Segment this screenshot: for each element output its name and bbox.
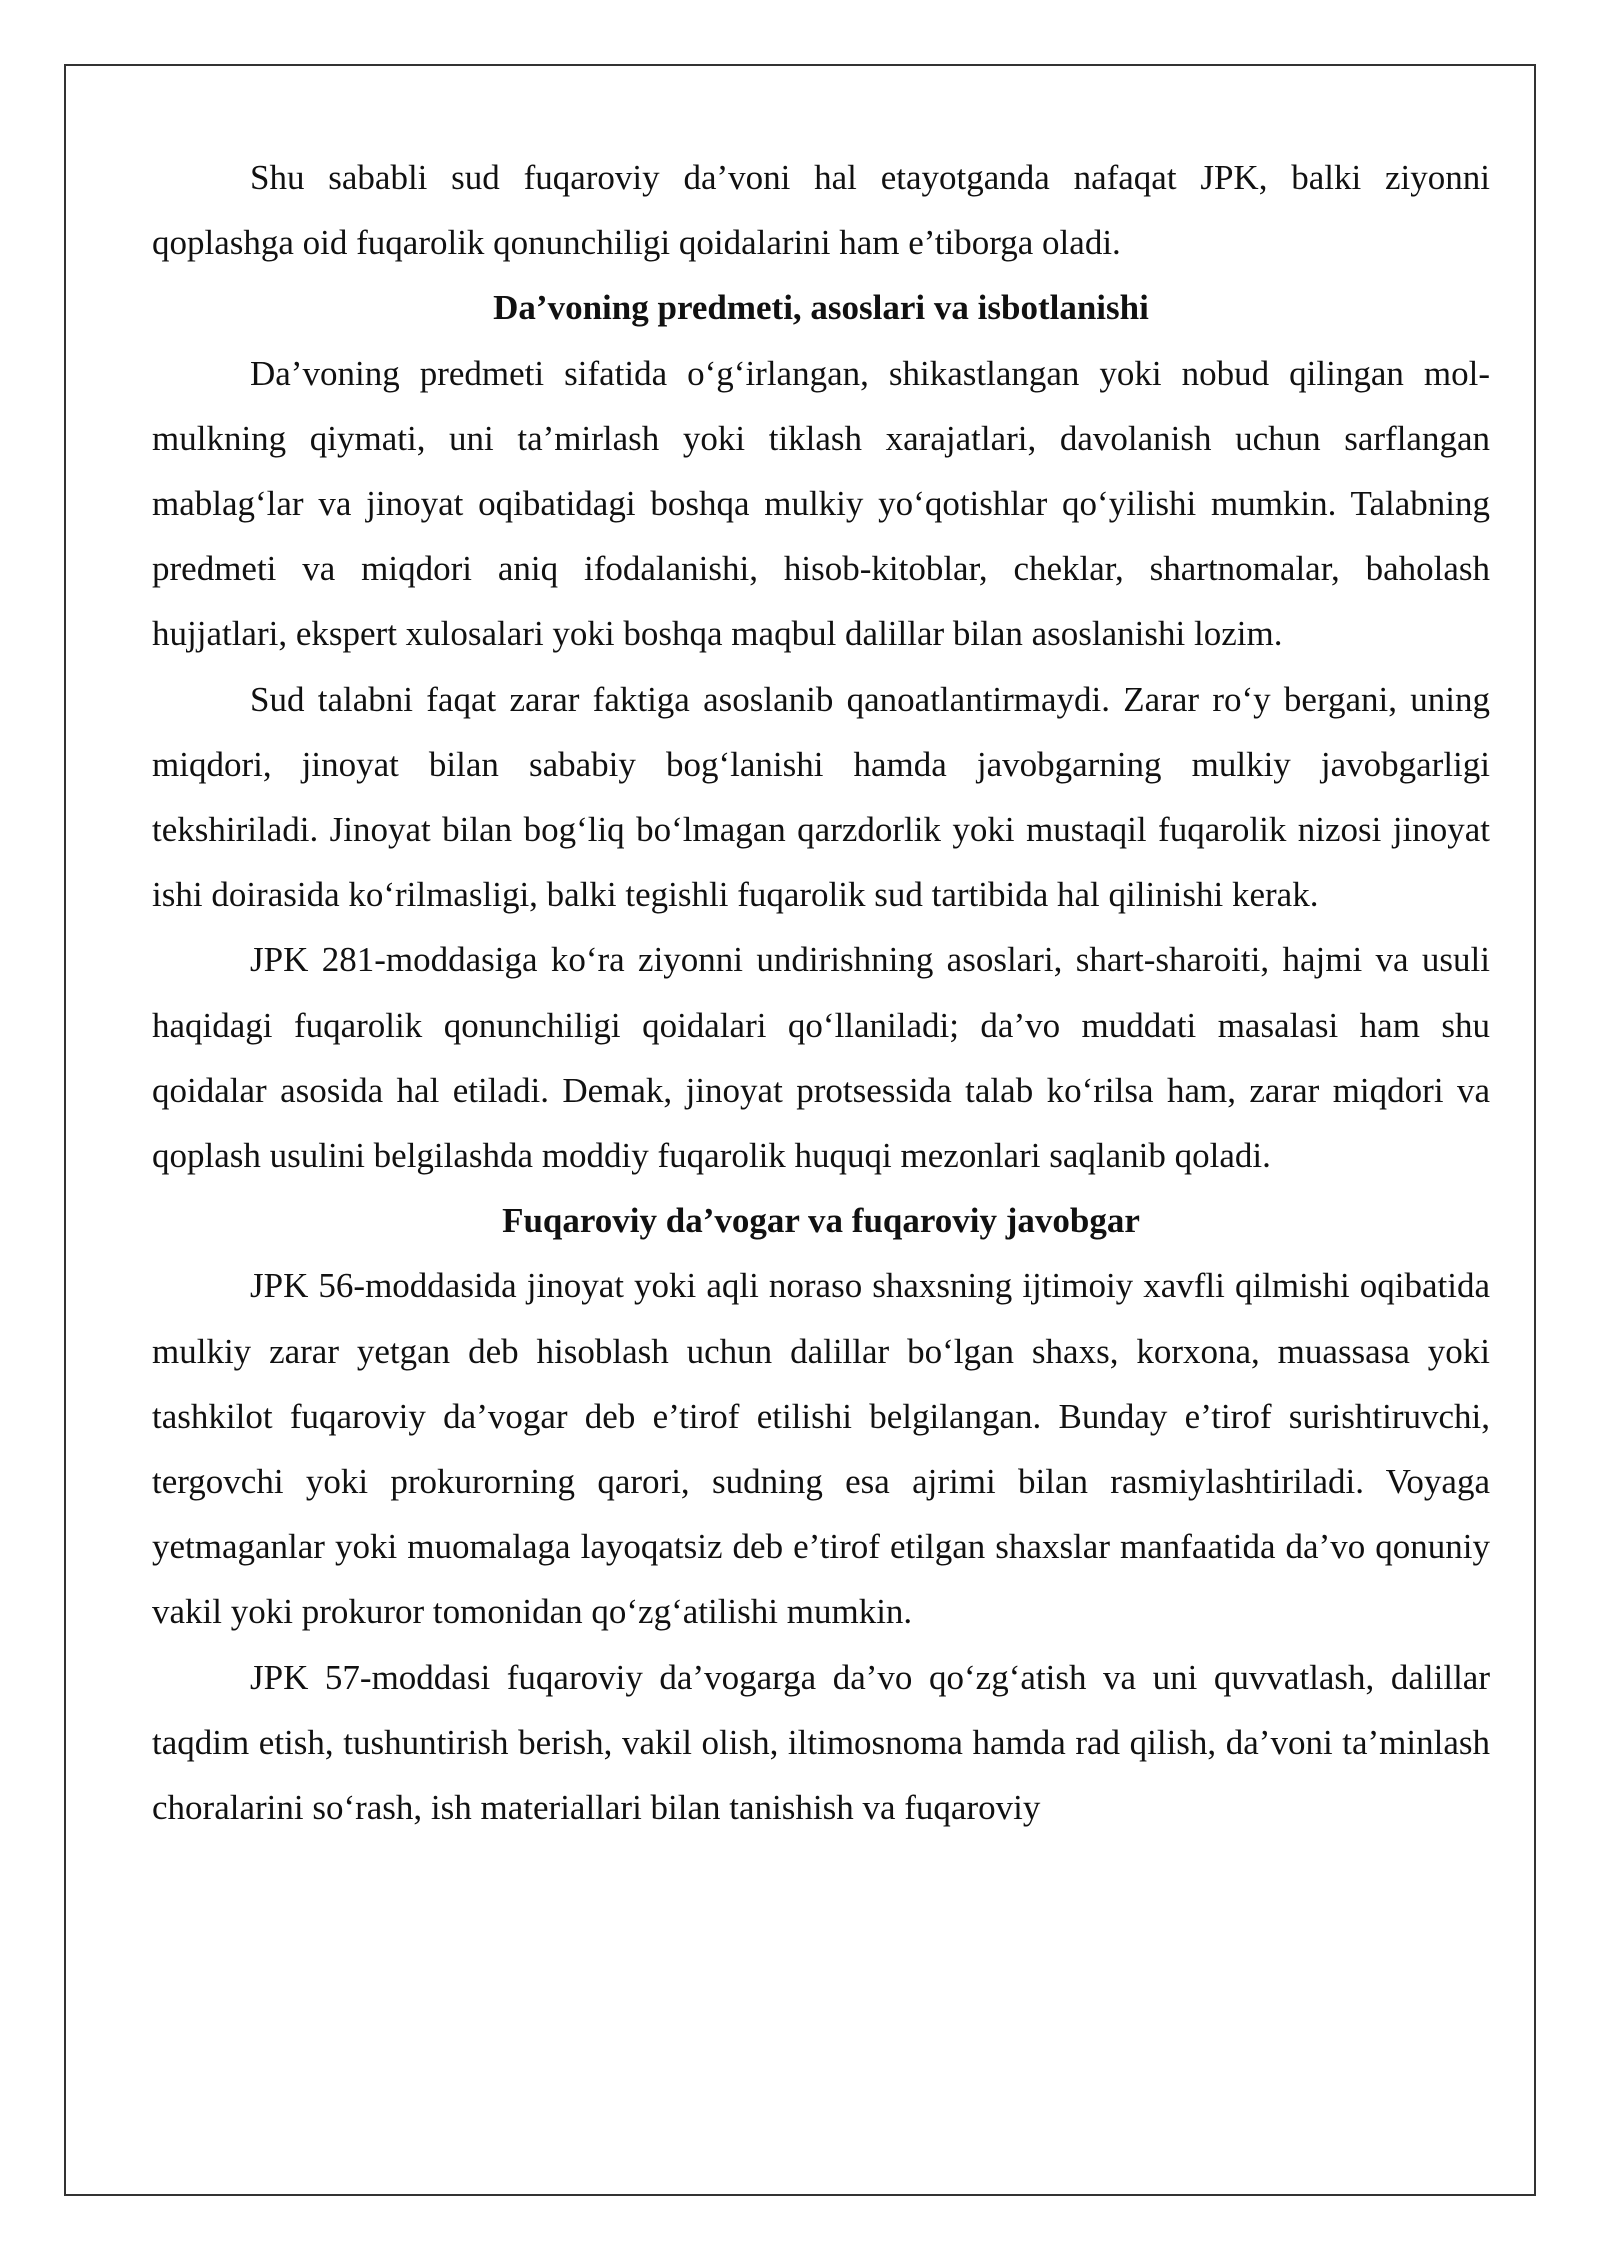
paragraph: JPK 56-moddasida jinoyat yoki aqli noraso shaxsning ijtimoiy xavfli qilmishi oqibatida mulkiy zarar yetgan deb hisoblash uchun dalillar bo‘lgan shaxs, korxona, muassasa yoki tashkilot fuqaroviy da’vogar deb e’tirof etilishi belgilangan. Bunday e’tirof surishtiruvchi, tergovchi yoki prokurorning qarori, sudning esa ajrimi bilan rasmiylashtiriladi. Voyaga yetmaganlar yoki muomalaga layoqatsiz deb e’tirof etilgan shaxslar manfaatida da’vo qonuniy vakil yoki prokuror tomonidan qo‘zg‘atilishi mumkin. bbox=[152, 1266, 1490, 1632]
paragraph: Shu sababli sud fuqaroviy da’voni hal etayotganda nafaqat JPK, balki ziyonni qoplashga oid fuqarolik qonunchiligi qoidalarini ham e’tiborga oladi. bbox=[152, 158, 1490, 263]
paragraph: JPK 281-moddasiga ko‘ra ziyonni undirishning asoslari, shart-sharoiti, hajmi va usuli haqidagi fuqarolik qonunchiligi qoidalari qo‘llaniladi; da’vo muddati masalasi ham shu qoidalar asosida hal etiladi. Demak, jinoyat protsessida talab ko‘rilsa ham, zarar miqdori va qoplash usulini belgilashda moddiy fuqarolik huquqi mezonlari saqlanib qoladi. bbox=[152, 940, 1490, 1176]
paragraph: Sud talabni faqat zarar faktiga asoslanib qanoatlantirmaydi. Zarar ro‘y bergani, uning miqdori, jinoyat bilan sababiy bog‘lanishi hamda javobgarning mulkiy javobgarligi tekshiriladi. Jinoyat bilan bog‘liq bo‘lmagan qarzdorlik yoki mustaqil fuqarolik nizosi jinoyat ishi doirasida ko‘rilmasligi, balki tegishli fuqarolik sud tartibida hal qilinishi kerak. bbox=[152, 679, 1490, 915]
paragraph: JPK 57-moddasi fuqaroviy da’vogarga da’vo qo‘zg‘atish va uni quvvatlash, dalillar taqdim etish, tushuntirish berish, vakil olish, iltimosnoma hamda rad qilish, da’voni ta’minlash choralarini so‘rash, ish materiallari bilan tanishish va fuqaroviy bbox=[152, 1657, 1490, 1828]
paragraph: Da’voning predmeti sifatida o‘g‘irlangan, shikastlangan yoki nobud qilingan mol-mulkning qiymati, uni ta’mirlash yoki tiklash xarajatlari, davolanish uchun sarflangan mablag‘lar va jinoyat oqibatidagi boshqa mulkiy yo‘qotishlar qo‘yilishi mumkin. Talabning predmeti va miqdori aniq ifodalanishi, hisob-kitoblar, cheklar, shartnomalar, baholash hujjatlari, ekspert xulosalari yoki boshqa maqbul dalillar bilan asoslanishi lozim. bbox=[152, 353, 1490, 654]
section-heading: Da’voning predmeti, asoslari va isbotlanishi bbox=[493, 288, 1149, 328]
document-body bbox=[152, 145, 1490, 1840]
section-heading: Fuqaroviy da’vogar va fuqaroviy javobgar bbox=[502, 1201, 1140, 1241]
